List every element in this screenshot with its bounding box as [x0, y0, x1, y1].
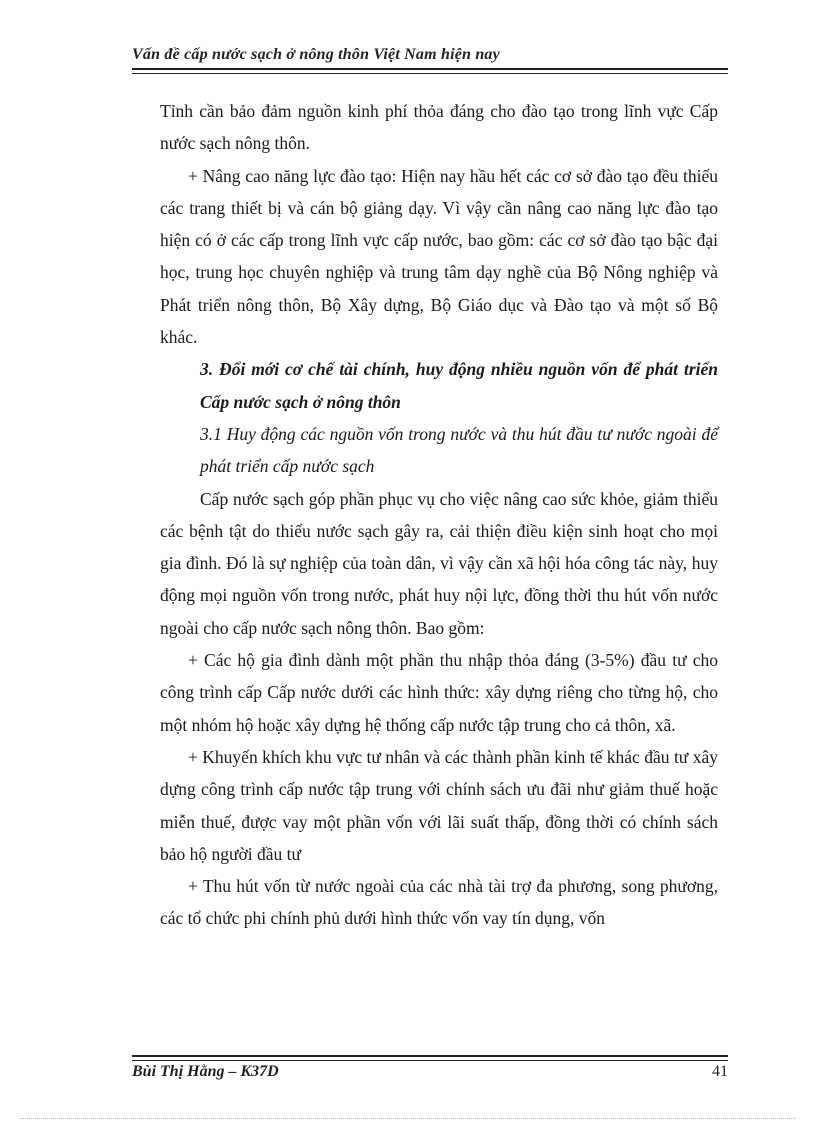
running-header: Vấn đề cấp nước sạch ở nông thôn Việt Nam hiện nay	[132, 46, 500, 63]
subsection-heading-3-1: 3.1 Huy động các nguồn vốn trong nước và thu hút đầu tư nước ngoài để phát triển cấp nước sạch	[200, 423, 718, 477]
paragraph-clean-water-intro: Cấp nước sạch góp phần phục vụ cho việc nâng cao sức khỏe, giảm thiểu các bệnh tật do thiếu nước sạch gây ra, cải thiện điều kiện sinh hoạt cho mọi gia đình. Đó là sự nghiệp của toàn dân, vì vậy cần xã hội hóa công tác này, huy động mọi nguồn vốn trong nước, phát huy nội lực, đồng thời thu hút vốn nước ngoài cho cấp nước sạch nông thôn. Bao gồm:	[160, 488, 718, 638]
footer-rule-thick	[132, 1055, 728, 1057]
footer-author: Bùi Thị Hằng – K37D	[132, 1063, 279, 1080]
page-number: 41	[712, 1063, 728, 1080]
paragraph-private-sector: + Khuyến khích khu vực tư nhân và các thành phần kinh tế khác đầu tư xây dựng công trình cấp nước tập trung với chính sách ưu đãi như giảm thuế hoặc miễn thuế, được vay một phần vốn với lãi suất thấp, đồng thời có chính sách bảo hộ người đầu tư	[160, 746, 718, 864]
page-bottom-dotted-line	[20, 1118, 796, 1119]
page-body	[160, 95, 718, 935]
page-footer	[132, 1063, 728, 1081]
footer-rule-thin	[132, 1060, 728, 1061]
paragraph-foreign-capital: + Thu hút vốn từ nước ngoài của các nhà tài trợ đa phương, song phương, các tổ chức phi chính phủ dưới hình thức vốn vay tín dụng, vốn	[160, 876, 718, 929]
section-heading-3: 3. Đổi mới cơ chế tài chính, huy động nhiều nguồn vốn để phát triển Cấp nước sạch ở nông thôn	[200, 359, 718, 412]
header-rule-thick	[132, 68, 728, 70]
paragraph-continuation: Tỉnh cần bảo đảm nguồn kinh phí thỏa đáng cho đào tạo trong lĩnh vực Cấp nước sạch nông thôn.	[160, 101, 718, 154]
header-rule-thin	[132, 73, 728, 74]
paragraph-households: + Các hộ gia đình dành một phần thu nhập thỏa đáng (3-5%) đầu tư cho công trình cấp Cấp nước dưới các hình thức: xây dựng riêng cho từng hộ, cho một nhóm hộ hoặc xây dựng hệ thống cấp nước tập trung cho cả thôn, xã.	[160, 650, 718, 735]
paragraph-training-capacity: + Nâng cao năng lực đào tạo: Hiện nay hầu hết các cơ sở đào tạo đều thiếu các trang thiết bị và cán bộ giảng dạy. Vì vậy cần nâng cao năng lực đào tạo hiện có ở các cấp trong lĩnh vực cấp nước, bao gồm: các cơ sở đào tạo bậc đại học, trung học chuyên nghiệp và trung tâm dạy nghề của Bộ Nông nghiệp và Phát triển nông thôn, Bộ Xây dựng, Bộ Giáo dục và Đào tạo và một số Bộ khác.	[160, 165, 718, 348]
